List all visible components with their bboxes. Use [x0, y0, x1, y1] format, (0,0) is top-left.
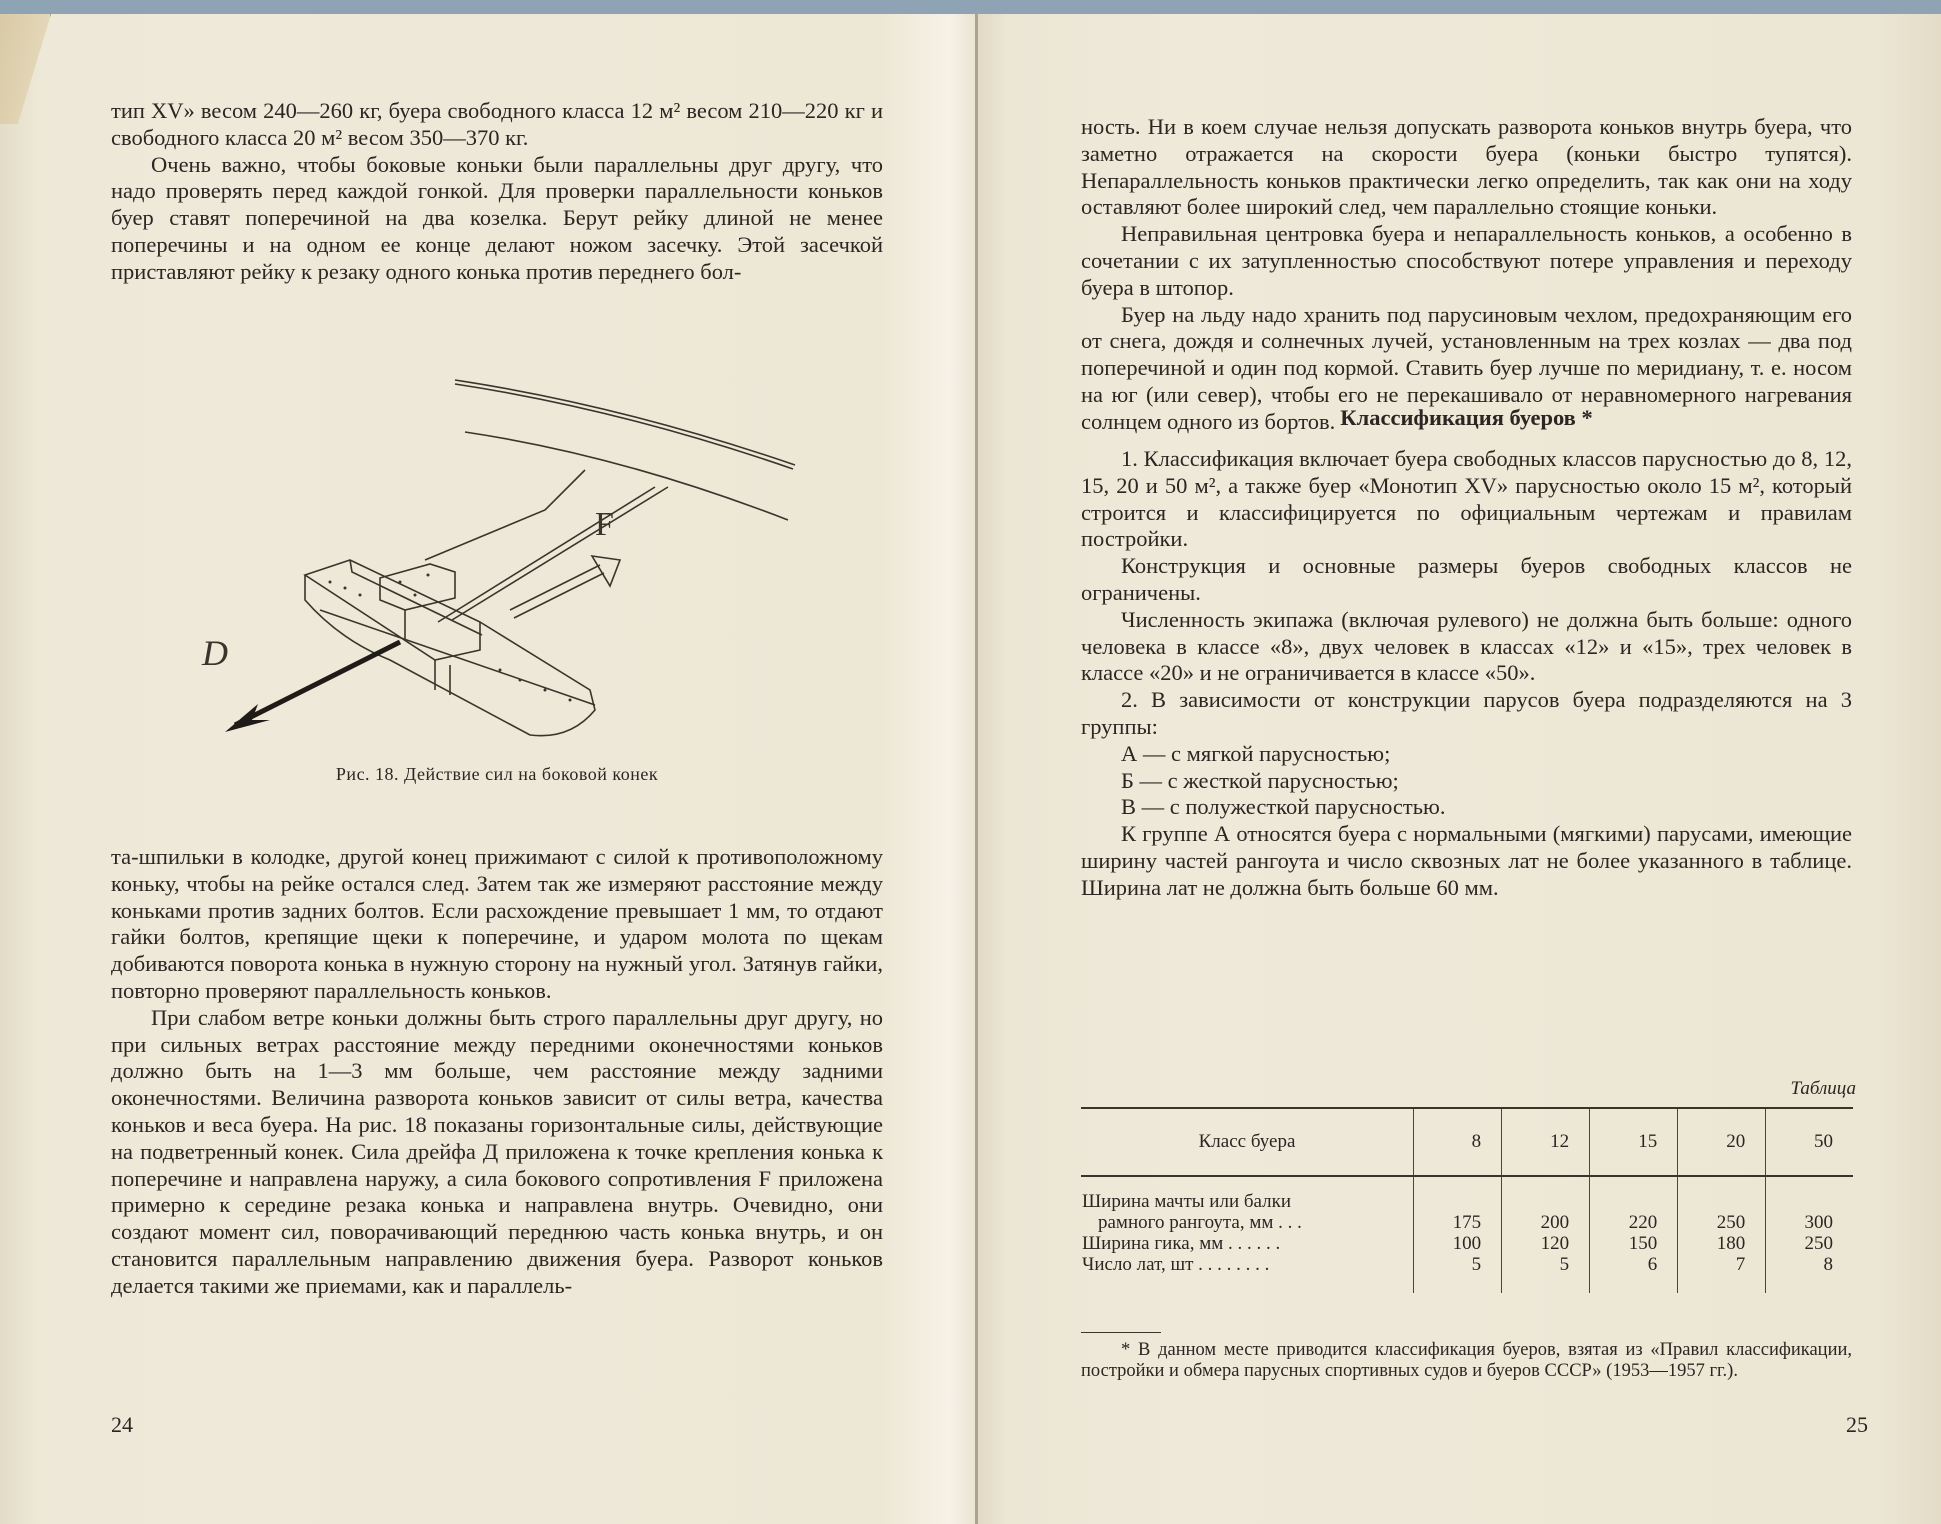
figure-caption: Рис. 18. Действие сил на боковой конек	[335, 764, 659, 784]
footnote-text: * В данном месте приводится классификация буеров, взятая из «Правил классификации, постройки и обмера парусных спортивных судов и буеров СССР» (1953—1957 гг.).	[1081, 1340, 1852, 1381]
cell-value: 5	[1471, 1254, 1482, 1275]
row-label-line: Ширина гика, мм . . . . . .	[1082, 1233, 1281, 1254]
group-item: А — с мягкой парусностью;	[1121, 740, 1391, 766]
paragraph: ность. Ни в коем случае нельзя допускать разворота коньков внутрь буера, что заметно отражается на скорости буера (коньки быстро тупятся). Непараллельность коньков практически легко определить, так как они на ходу оставляют более широкий след, чем параллельно стоящие коньки.	[1081, 114, 1852, 220]
paragraph: Конструкция и основные размеры буеров свободных классов не ограничены.	[1081, 553, 1852, 605]
book-spine	[975, 14, 978, 1524]
folded-corner	[0, 14, 51, 124]
cell-value: 300	[1804, 1212, 1833, 1233]
right-page	[978, 14, 1941, 1524]
header-cell: 50	[1766, 1108, 1853, 1176]
page-number-right: 25	[1846, 1412, 1868, 1437]
paragraph: 2. В зависимости от конструкции парусов буера подразделяются на 3 группы:	[1081, 687, 1852, 739]
cell-value: 150	[1628, 1233, 1658, 1254]
page-number-left: 24	[111, 1412, 133, 1437]
paragraph: 1. Классификация включает буера свободных классов парусностью до 8, 12, 15, 20 и 50 м², а также буер «Монотип XV» парусностью около 15 м², который строится и классифицируется по официальным чертежам и правилам постройки.	[1081, 446, 1852, 552]
value-column	[1590, 1176, 1678, 1293]
cell-value: 180	[1716, 1233, 1746, 1254]
cell-value: 5	[1559, 1254, 1570, 1275]
right-section-text	[1081, 446, 1852, 902]
value-column	[1678, 1176, 1766, 1293]
value-column	[1414, 1176, 1502, 1293]
table-row	[1081, 1176, 1853, 1293]
cell-value: 220	[1628, 1212, 1658, 1233]
header-cell: 20	[1678, 1108, 1766, 1176]
table-header-row	[1081, 1108, 1853, 1176]
paragraph: При слабом ветре коньки должны быть строго параллельны друг другу, но при сильных ветрах расстояние между передними оконечностями коньков должно быть на 1—3 мм больше, чем расстояние между задними оконечностями. Величина разворота коньков зависит от силы ветра, качества коньков и веса буера. На рис. 18 показаны горизонтальные силы, действующие на подветренный конек. Сила дрейфа Д приложена к точке крепления конька к поперечине и направлена наружу, а сила бокового сопротивления F приложена примерно к середине резака конька и направлена внутрь. Очевидно, они создают момент сил, поворачивающий переднюю часть конька внутрь, и он становится параллельным направлению движения буера. Разворот коньков делается такими же приемами, как и параллель-	[111, 1004, 883, 1298]
skate-forces-diagram	[200, 360, 800, 750]
header-cell: 8	[1414, 1108, 1502, 1176]
figure-skate-forces	[200, 360, 800, 750]
row-label-line: Ширина мачты или балки	[1082, 1191, 1292, 1212]
classification-table	[1081, 1107, 1853, 1293]
paragraph: та-шпильки в колодке, другой конец прижимают с силой к противоположному коньку, чтобы на рейке остался след. Затем так же измеряют расстояние между коньками против задних болтов. Если расхождение превышает 1 мм, то отдают гайки болтов, крепящие щеки к поперечине, и ударом молота по щекам добиваются поворота конька в нужную сторону на нужный угол. Затянув гайки, повторно проверяют параллельность коньков.	[111, 844, 883, 1003]
footnote	[1081, 1340, 1852, 1382]
cell-value: 100	[1452, 1233, 1482, 1254]
cell-value: 8	[1823, 1254, 1833, 1275]
cell-value: 7	[1735, 1254, 1746, 1275]
book-spread	[0, 14, 1941, 1524]
group-item: Б — с жесткой парусностью;	[1121, 767, 1399, 793]
row-label	[1081, 1176, 1414, 1293]
section-heading: Классификация буеров *	[1340, 405, 1593, 430]
paragraph: Буер на льду надо хранить под парусиновым чехлом, предохраняющим его от снега, дождя и солнечных лучей, установленным на трех козлах — два под поперечиной и один под кормой. Ставить буер лучше по меридиану, т. е. носом на юг (или север), чтобы его не перекашивало от неравномерного нагревания солнцем одного из бортов.	[1081, 301, 1852, 434]
cell-value: 175	[1452, 1212, 1482, 1233]
cell-value: 250	[1804, 1233, 1833, 1254]
row-label-line: рамного рангоута, мм . . .	[1098, 1212, 1302, 1233]
left-page	[0, 14, 978, 1524]
right-top-text	[1081, 114, 1852, 436]
header-cell: 15	[1590, 1108, 1678, 1176]
row-label-line: Число лат, шт . . . . . . . .	[1082, 1254, 1270, 1275]
group-item: В — с полужесткой парусностью.	[1121, 794, 1446, 820]
paragraph: К группе А относятся буера с нормальными (мягкими) парусами, имеющие ширину частей рангоута и число сквозных лат не более указанного в таблице. Ширина лат не должна быть больше 60 мм.	[1081, 821, 1852, 900]
force-F-label: F	[595, 506, 614, 543]
header-cell: Класс буера	[1081, 1108, 1414, 1176]
cell-value: 6	[1647, 1254, 1658, 1275]
header-cell: 12	[1502, 1108, 1590, 1176]
value-column	[1766, 1176, 1853, 1293]
footnote-divider	[1081, 1332, 1161, 1333]
cell-value: 200	[1540, 1212, 1570, 1233]
left-bottom-text	[111, 844, 883, 1300]
paragraph: Очень важно, чтобы боковые коньки были параллельны друг другу, что надо проверять перед каждой гонкой. Для проверки параллельности коньков буер ставят поперечиной на два козелка. Берут рейку длиной не менее поперечины и на одном ее конце делают ножом засечку. Этой засечкой приставляют рейку к резаку одного конька против переднего бол-	[111, 151, 883, 284]
value-column	[1502, 1176, 1590, 1293]
cell-value: 250	[1716, 1212, 1746, 1233]
paragraph: тип XV» весом 240—260 кг, буера свободного класса 12 м² весом 210—220 кг и свободного класса 20 м² весом 350—370 кг.	[111, 98, 883, 150]
left-top-text	[111, 98, 883, 286]
force-D-label: D	[202, 633, 228, 673]
paragraph: Численность экипажа (включая рулевого) не должна быть больше: одного человека в классе «8», двух человек в классах «12» и «15», трех человек в классе «20» и не ограничивается в классе «50».	[1081, 606, 1852, 686]
table-caption: Таблица	[1790, 1078, 1856, 1099]
paragraph: Неправильная центровка буера и непараллельность коньков, а особенно в сочетании с их затупленностью способствуют потере управления и переходу буера в штопор.	[1081, 221, 1852, 300]
cell-value: 120	[1540, 1233, 1570, 1254]
